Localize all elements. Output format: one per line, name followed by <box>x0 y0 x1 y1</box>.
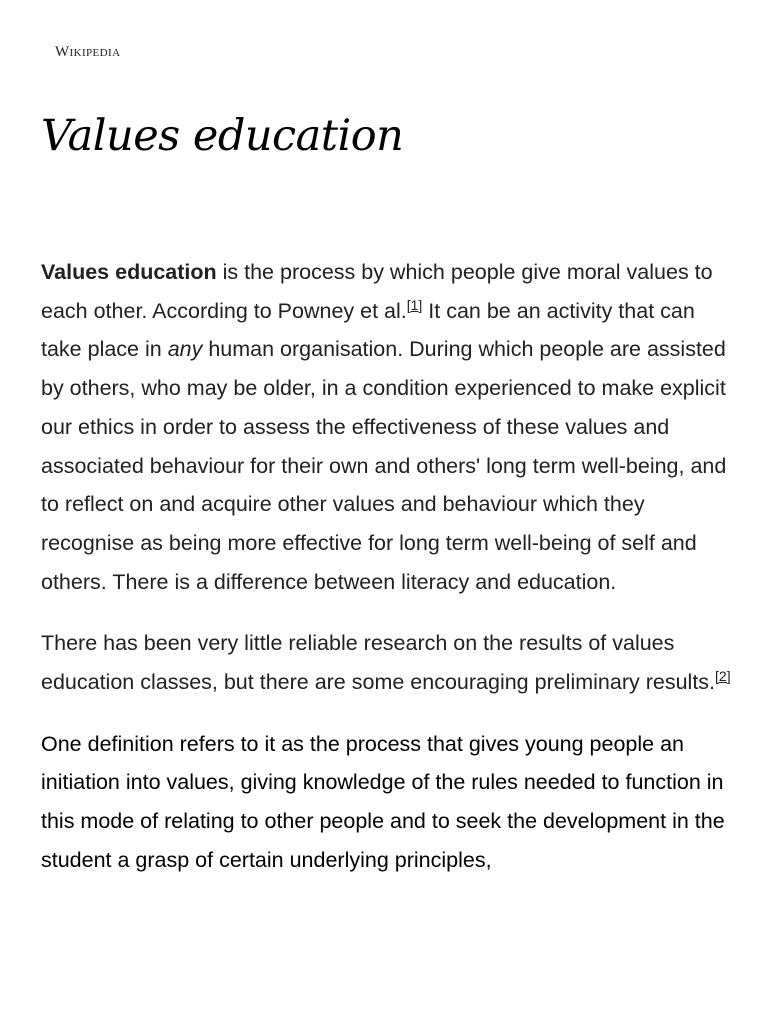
paragraph-text: It can be an activity that can take place in <box>41 298 695 362</box>
bold-term: Values education <box>41 260 217 284</box>
citation-link-2[interactable]: [2] <box>715 668 731 685</box>
wikipedia-wordmark-link[interactable]: Wikipedia <box>55 44 121 60</box>
paragraph-text: One definition refers to it as the process that gives young people an initiation into values, giving knowledge of the rules needed to function in this mode of relating to other people and to seek the development in the student a grasp of certain underlying principles, <box>41 731 725 872</box>
paragraph-text: human organisation. During which people are assisted by others, who may be older, in a condition experienced to make explicit our ethics in order to assess the effectiveness of these values and associated behaviour for their own and others' long term well-being, and to reflect on and acquire other values and behaviour which they recognise as being more effective for long term well-being of self and others. There is a difference between literacy and education. <box>41 337 727 594</box>
citation-2 <box>715 668 731 684</box>
paragraph-intro <box>41 253 731 601</box>
paragraph-text: is the process by which people give moral values to each other. According to Powney et al. <box>41 260 713 323</box>
paragraph-definition <box>41 725 731 880</box>
italic-emphasis: any <box>167 337 203 362</box>
page-title: Values education <box>41 111 404 161</box>
citation-1 <box>407 297 423 313</box>
paragraph-text: There has been very little reliable research on the results of values education classes, but there are some encouraging preliminary results. <box>41 631 716 695</box>
citation-link-1[interactable]: [1] <box>406 296 423 313</box>
paragraph-research <box>41 624 731 701</box>
article-body <box>41 253 731 903</box>
